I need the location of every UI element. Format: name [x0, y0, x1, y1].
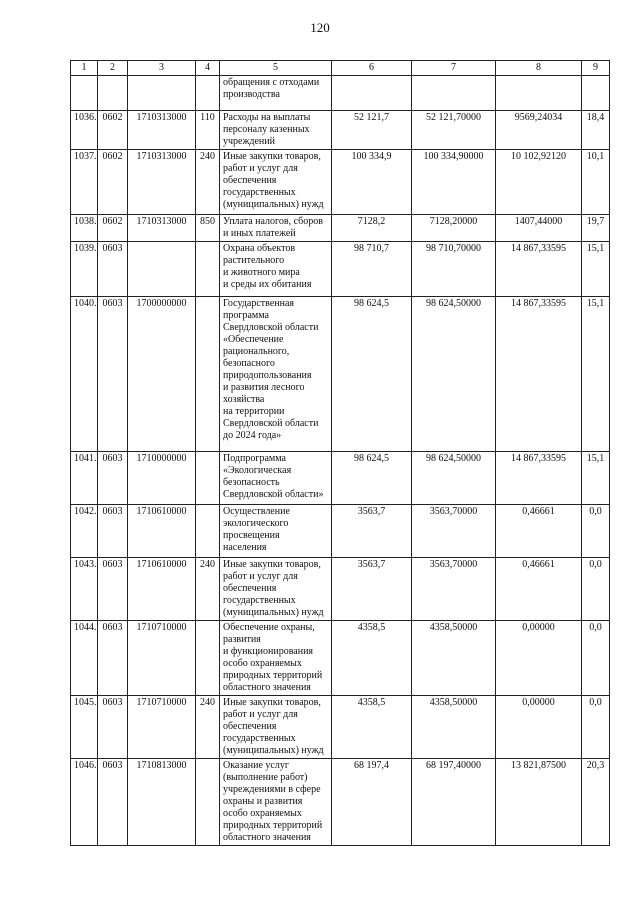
row-number-cell: 1045.: [71, 696, 98, 759]
execution-percent-cell: 15,1: [582, 297, 610, 452]
row-number-cell: 1041.: [71, 452, 98, 505]
description-cell: Оказание услуг (выполнение работ) учреждениями в сфере охраны и развития особо охраняемых природных территорий областного значения: [220, 759, 332, 846]
expense-type-cell: [196, 242, 220, 297]
section-code-cell: 0603: [98, 297, 128, 452]
row-number-cell: 1039.: [71, 242, 98, 297]
approved-amount-cell: 4358,50000: [412, 621, 496, 696]
executed-amount-cell: 14 867,33595: [496, 297, 582, 452]
row-number-cell: [71, 76, 98, 111]
approved-amount-cell: 68 197,40000: [412, 759, 496, 846]
executed-amount-cell: 10 102,92120: [496, 150, 582, 215]
section-code-cell: 0603: [98, 558, 128, 621]
target-code-cell: 1710610000: [128, 505, 196, 558]
expense-type-cell: [196, 76, 220, 111]
planned-amount-cell: 52 121,7: [332, 111, 412, 150]
section-code-cell: [98, 76, 128, 111]
approved-amount-cell: 98 710,70000: [412, 242, 496, 297]
section-code-cell: 0602: [98, 111, 128, 150]
executed-amount-cell: 0,00000: [496, 696, 582, 759]
expense-type-cell: 850: [196, 215, 220, 242]
expense-type-cell: 240: [196, 696, 220, 759]
header-cell: 5: [220, 61, 332, 76]
header-cell: 4: [196, 61, 220, 76]
expense-type-cell: 110: [196, 111, 220, 150]
expense-type-cell: [196, 621, 220, 696]
header-cell: 8: [496, 61, 582, 76]
header-cell: 1: [71, 61, 98, 76]
planned-amount-cell: 4358,5: [332, 696, 412, 759]
target-code-cell: 1710813000: [128, 759, 196, 846]
target-code-cell: [128, 76, 196, 111]
row-number-cell: 1036.: [71, 111, 98, 150]
section-code-cell: 0603: [98, 452, 128, 505]
row-number-cell: 1042.: [71, 505, 98, 558]
execution-percent-cell: 15,1: [582, 242, 610, 297]
header-cell: 9: [582, 61, 610, 76]
section-code-cell: 0603: [98, 759, 128, 846]
table-row: [71, 696, 610, 759]
table-row: [71, 76, 610, 111]
header-cell: 7: [412, 61, 496, 76]
target-code-cell: [128, 242, 196, 297]
execution-percent-cell: 10,1: [582, 150, 610, 215]
target-code-cell: 1710000000: [128, 452, 196, 505]
description-cell: Подпрограмма «Экологическая безопасность Свердловской области»: [220, 452, 332, 505]
target-code-cell: 1700000000: [128, 297, 196, 452]
row-number-cell: 1038.: [71, 215, 98, 242]
table-row: [71, 505, 610, 558]
header-row: [71, 61, 610, 76]
execution-percent-cell: 19,7: [582, 215, 610, 242]
executed-amount-cell: [496, 76, 582, 111]
approved-amount-cell: [412, 76, 496, 111]
executed-amount-cell: 13 821,87500: [496, 759, 582, 846]
target-code-cell: 1710313000: [128, 150, 196, 215]
section-code-cell: 0602: [98, 215, 128, 242]
planned-amount-cell: 100 334,9: [332, 150, 412, 215]
planned-amount-cell: 98 624,5: [332, 297, 412, 452]
expense-type-cell: [196, 505, 220, 558]
target-code-cell: 1710710000: [128, 696, 196, 759]
execution-percent-cell: [582, 76, 610, 111]
section-code-cell: 0603: [98, 621, 128, 696]
executed-amount-cell: 0,46661: [496, 558, 582, 621]
description-cell: обращения с отходами производства: [220, 76, 332, 111]
table-row: [71, 759, 610, 846]
approved-amount-cell: 3563,70000: [412, 505, 496, 558]
executed-amount-cell: 14 867,33595: [496, 242, 582, 297]
execution-percent-cell: 18,4: [582, 111, 610, 150]
budget-table: [70, 60, 610, 846]
execution-percent-cell: 15,1: [582, 452, 610, 505]
execution-percent-cell: 0,0: [582, 696, 610, 759]
table-body: [71, 76, 610, 846]
approved-amount-cell: 98 624,50000: [412, 452, 496, 505]
header-cell: 6: [332, 61, 412, 76]
planned-amount-cell: 4358,5: [332, 621, 412, 696]
table-row: [71, 621, 610, 696]
row-number-cell: 1037.: [71, 150, 98, 215]
section-code-cell: 0603: [98, 696, 128, 759]
planned-amount-cell: 98 710,7: [332, 242, 412, 297]
description-cell: Иные закупки товаров, работ и услуг для обеспечения государственных (муниципальных) нужд: [220, 696, 332, 759]
header-cell: 3: [128, 61, 196, 76]
row-number-cell: 1040.: [71, 297, 98, 452]
approved-amount-cell: 98 624,50000: [412, 297, 496, 452]
executed-amount-cell: 1407,44000: [496, 215, 582, 242]
expense-type-cell: 240: [196, 558, 220, 621]
target-code-cell: 1710610000: [128, 558, 196, 621]
table-row: [71, 111, 610, 150]
table-row: [71, 150, 610, 215]
description-cell: Обеспечение охраны, развития и функционирования особо охраняемых природных территорий областного значения: [220, 621, 332, 696]
description-cell: Уплата налогов, сборов и иных платежей: [220, 215, 332, 242]
expense-type-cell: [196, 297, 220, 452]
expense-type-cell: [196, 452, 220, 505]
expense-type-cell: [196, 759, 220, 846]
section-code-cell: 0602: [98, 150, 128, 215]
approved-amount-cell: 7128,20000: [412, 215, 496, 242]
row-number-cell: 1043.: [71, 558, 98, 621]
planned-amount-cell: 98 624,5: [332, 452, 412, 505]
planned-amount-cell: 3563,7: [332, 505, 412, 558]
table-row: [71, 242, 610, 297]
execution-percent-cell: 0,0: [582, 558, 610, 621]
target-code-cell: 1710313000: [128, 215, 196, 242]
approved-amount-cell: 100 334,90000: [412, 150, 496, 215]
page-number: 120: [310, 20, 330, 35]
executed-amount-cell: 0,00000: [496, 621, 582, 696]
description-cell: Охрана объектов растительного и животного мира и среды их обитания: [220, 242, 332, 297]
description-cell: Государственная программа Свердловской области «Обеспечение рационального, безопасного природопользования и развития лесного хозяйства на территории Свердловской области до 2024 года»: [220, 297, 332, 452]
table-row: [71, 558, 610, 621]
table-row: [71, 452, 610, 505]
description-cell: Осуществление экологического просвещения населения: [220, 505, 332, 558]
description-cell: Иные закупки товаров, работ и услуг для обеспечения государственных (муниципальных) нужд: [220, 150, 332, 215]
table-row: [71, 215, 610, 242]
section-code-cell: 0603: [98, 242, 128, 297]
description-cell: Расходы на выплаты персоналу казенных учреждений: [220, 111, 332, 150]
target-code-cell: 1710710000: [128, 621, 196, 696]
execution-percent-cell: 0,0: [582, 505, 610, 558]
execution-percent-cell: 0,0: [582, 621, 610, 696]
header-cell: 2: [98, 61, 128, 76]
planned-amount-cell: 7128,2: [332, 215, 412, 242]
table-row: [71, 297, 610, 452]
execution-percent-cell: 20,3: [582, 759, 610, 846]
planned-amount-cell: 3563,7: [332, 558, 412, 621]
planned-amount-cell: [332, 76, 412, 111]
approved-amount-cell: 52 121,70000: [412, 111, 496, 150]
row-number-cell: 1044.: [71, 621, 98, 696]
expense-type-cell: 240: [196, 150, 220, 215]
approved-amount-cell: 4358,50000: [412, 696, 496, 759]
planned-amount-cell: 68 197,4: [332, 759, 412, 846]
target-code-cell: 1710313000: [128, 111, 196, 150]
section-code-cell: 0603: [98, 505, 128, 558]
executed-amount-cell: 9569,24034: [496, 111, 582, 150]
executed-amount-cell: 14 867,33595: [496, 452, 582, 505]
executed-amount-cell: 0,46661: [496, 505, 582, 558]
approved-amount-cell: 3563,70000: [412, 558, 496, 621]
description-cell: Иные закупки товаров, работ и услуг для обеспечения государственных (муниципальных) нужд: [220, 558, 332, 621]
row-number-cell: 1046.: [71, 759, 98, 846]
